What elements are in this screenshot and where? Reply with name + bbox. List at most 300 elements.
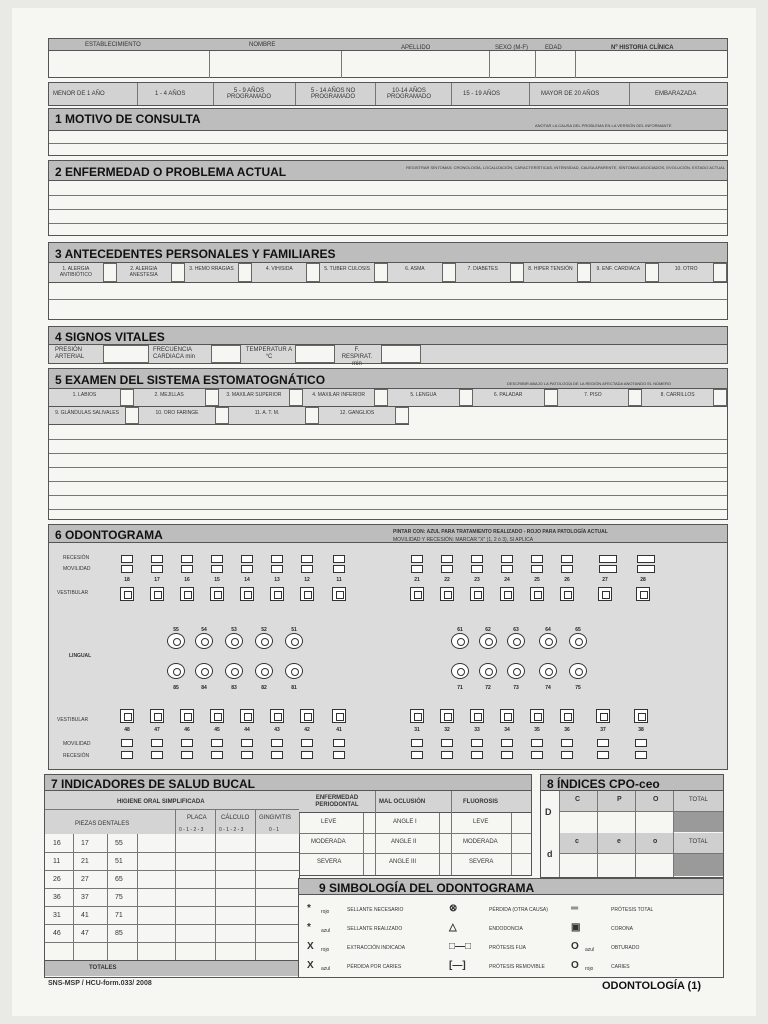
tooth-diagram[interactable] bbox=[410, 587, 424, 601]
antecedente-item: 1. ALERGIA ANTIBIÓTICO bbox=[59, 266, 92, 278]
temp-tooth-diagram[interactable] bbox=[507, 663, 525, 679]
movilidad-box[interactable] bbox=[471, 565, 483, 573]
symbol-label: SELLANTE NECESARIO bbox=[347, 907, 404, 913]
section-indices-cpo bbox=[540, 774, 724, 878]
recesion-box[interactable] bbox=[471, 555, 483, 563]
movilidad-box[interactable] bbox=[441, 739, 453, 747]
tooth-diagram[interactable] bbox=[598, 587, 612, 601]
antecedente-check[interactable] bbox=[645, 263, 659, 282]
tooth-diagram[interactable] bbox=[332, 709, 346, 723]
tooth-diagram[interactable] bbox=[150, 709, 164, 723]
examen-item: 11. A. T. M. bbox=[254, 410, 280, 416]
examen-check[interactable] bbox=[459, 389, 473, 406]
symbol-color: azul bbox=[585, 947, 595, 953]
recesion-box[interactable] bbox=[301, 555, 313, 563]
symbol-glyph: X bbox=[307, 941, 314, 952]
tooth-number: 48 bbox=[124, 727, 130, 733]
temp-tooth-number: 51 bbox=[291, 627, 297, 633]
temp-tooth-number: 82 bbox=[261, 685, 267, 691]
antecedente-check[interactable] bbox=[713, 263, 727, 282]
temp-tooth-diagram[interactable] bbox=[451, 633, 469, 649]
oclusion-header: MAL OCLUSIÓN bbox=[379, 799, 426, 805]
movilidad-box[interactable] bbox=[531, 565, 543, 573]
movilidad-box[interactable] bbox=[561, 565, 573, 573]
temp-tooth-number: 63 bbox=[513, 627, 519, 633]
movilidad-box[interactable] bbox=[441, 565, 453, 573]
label-vestibular-upper: VESTIBULAR bbox=[57, 590, 89, 596]
symbol-label: PRÓTESIS TOTAL bbox=[611, 907, 654, 913]
symbol-glyph: ▣ bbox=[571, 922, 581, 933]
temp-tooth-number: 72 bbox=[485, 685, 491, 691]
tooth-diagram[interactable] bbox=[530, 709, 544, 723]
movilidad-box[interactable] bbox=[271, 565, 283, 573]
tooth-number: 21 bbox=[414, 577, 420, 583]
recesion-box[interactable] bbox=[121, 751, 133, 759]
totales-label: TOTALES bbox=[89, 965, 117, 971]
recesion-box[interactable] bbox=[181, 751, 193, 759]
temp-tooth-number: 61 bbox=[457, 627, 463, 633]
examen-item: 9. GLÁNDULAS SALIVALES bbox=[55, 410, 119, 416]
symbol-glyph: □—□ bbox=[449, 941, 472, 952]
tooth-diagram[interactable] bbox=[636, 587, 650, 601]
examen-check[interactable] bbox=[395, 407, 409, 424]
symbol-label: PÉRDIDA (OTRA CAUSA) bbox=[489, 907, 548, 913]
recesion-box[interactable] bbox=[411, 751, 423, 759]
antecedente-item: 6. ASMA bbox=[405, 266, 425, 272]
tooth-diagram[interactable] bbox=[270, 587, 284, 601]
movilidad-box[interactable] bbox=[121, 565, 133, 573]
section-enfermedad-actual bbox=[48, 160, 728, 236]
fluorosis-severa: SEVERA bbox=[469, 859, 494, 865]
examen-item: 2. MEJILLAS bbox=[154, 392, 184, 398]
temp-tooth-number: 52 bbox=[261, 627, 267, 633]
movilidad-box[interactable] bbox=[151, 565, 163, 573]
recesion-box[interactable] bbox=[151, 555, 163, 563]
tooth-number: 15 bbox=[214, 577, 220, 583]
movilidad-box[interactable] bbox=[301, 565, 313, 573]
examen-row-1 bbox=[49, 389, 727, 407]
recesion-box[interactable] bbox=[531, 555, 543, 563]
examen-check[interactable] bbox=[125, 407, 139, 424]
temp-tooth-number: 85 bbox=[173, 685, 179, 691]
movilidad-box[interactable] bbox=[333, 739, 345, 747]
gingivitis-scale: 0 - 1 bbox=[269, 827, 280, 833]
recesion-box[interactable] bbox=[561, 555, 573, 563]
temp-tooth-number: 74 bbox=[545, 685, 551, 691]
tooth-number: 35 bbox=[534, 727, 540, 733]
recesion-box[interactable] bbox=[241, 555, 253, 563]
movilidad-box[interactable] bbox=[411, 739, 423, 747]
recesion-box[interactable] bbox=[241, 751, 253, 759]
examen-check[interactable] bbox=[544, 389, 558, 406]
examen-item: 3. MAXILAR SUPERIOR bbox=[226, 392, 282, 398]
temp-tooth-diagram[interactable] bbox=[225, 633, 243, 649]
recesion-box[interactable] bbox=[637, 555, 655, 563]
examen-check[interactable] bbox=[628, 389, 642, 406]
label-vestibular-lower: VESTIBULAR bbox=[57, 717, 89, 723]
tooth-diagram[interactable] bbox=[560, 709, 574, 723]
tooth-number: 25 bbox=[534, 577, 540, 583]
examen-check[interactable] bbox=[305, 407, 319, 424]
temp-tooth-number: 81 bbox=[291, 685, 297, 691]
section-4-title: 4 SIGNOS VITALES bbox=[55, 330, 165, 344]
movilidad-box[interactable] bbox=[301, 739, 313, 747]
movilidad-box[interactable] bbox=[411, 565, 423, 573]
angle-iii: ANGLE III bbox=[389, 859, 417, 865]
temp-tooth-diagram[interactable] bbox=[255, 633, 273, 649]
movilidad-box[interactable] bbox=[501, 565, 513, 573]
fluorosis-moderada: MODERADA bbox=[463, 839, 498, 845]
pieza-dental: 51 bbox=[115, 858, 123, 865]
antecedente-check[interactable] bbox=[103, 263, 117, 282]
higiene-table bbox=[44, 834, 300, 978]
tooth-diagram[interactable] bbox=[120, 587, 134, 601]
tooth-number: 18 bbox=[124, 577, 130, 583]
antecedente-check[interactable] bbox=[510, 263, 524, 282]
tooth-diagram[interactable] bbox=[210, 709, 224, 723]
antecedentes-row bbox=[49, 263, 727, 283]
temp-tooth-diagram[interactable] bbox=[285, 663, 303, 679]
symbol-label: EXTRACCIÓN INDICADA bbox=[347, 945, 406, 951]
ceo-c-lower: c bbox=[575, 838, 579, 845]
temp-tooth-diagram[interactable] bbox=[451, 663, 469, 679]
tooth-diagram[interactable] bbox=[500, 709, 514, 723]
movilidad-box[interactable] bbox=[181, 739, 193, 747]
section-odontograma bbox=[48, 524, 728, 770]
recesion-box[interactable] bbox=[211, 751, 223, 759]
age-15-19: 15 - 19 AÑOS bbox=[463, 91, 501, 97]
section-examen-estomatognatico bbox=[48, 368, 728, 520]
grid-line bbox=[45, 870, 299, 871]
pieza-dental: 75 bbox=[115, 894, 123, 901]
placa-scale: 0 - 1 - 2 - 3 bbox=[179, 827, 204, 833]
examen-item: 12. GANGLIOS bbox=[339, 410, 375, 416]
tooth-diagram[interactable] bbox=[300, 587, 314, 601]
symbol-glyph: ═ bbox=[571, 903, 579, 914]
pieza-dental: 36 bbox=[53, 894, 61, 901]
symbol-color: rojo bbox=[321, 947, 330, 953]
temp-tooth-diagram[interactable] bbox=[167, 663, 185, 679]
tooth-number: 36 bbox=[564, 727, 570, 733]
section-5-title: 5 EXAMEN DEL SISTEMA ESTOMATOGNÁTICO bbox=[55, 373, 326, 387]
tooth-diagram[interactable] bbox=[120, 709, 134, 723]
temp-tooth-diagram[interactable] bbox=[225, 663, 243, 679]
movilidad-box[interactable] bbox=[471, 739, 483, 747]
examen-item: 8. CARRILLOS bbox=[660, 392, 695, 398]
recesion-box[interactable] bbox=[181, 555, 193, 563]
totales-row bbox=[45, 960, 299, 976]
index-d: d bbox=[547, 849, 553, 859]
grid-line bbox=[107, 834, 108, 964]
pieza-dental: 27 bbox=[81, 876, 89, 883]
tooth-number: 33 bbox=[474, 727, 480, 733]
col-edad: EDAD bbox=[545, 45, 562, 51]
vital-presion: PRESIÓN ARTERIAL bbox=[55, 347, 85, 360]
section-signos-vitales bbox=[48, 326, 728, 367]
tooth-number: 22 bbox=[444, 577, 450, 583]
col-sexo: SEXO (M-F) bbox=[495, 45, 528, 51]
symbol-glyph: * bbox=[307, 922, 311, 933]
label-movilidad-upper: MOVILIDAD bbox=[63, 566, 91, 572]
examen-check[interactable] bbox=[289, 389, 303, 406]
recesion-box[interactable] bbox=[333, 751, 345, 759]
temp-tooth-number: 65 bbox=[575, 627, 581, 633]
movilidad-box[interactable] bbox=[501, 739, 513, 747]
col-historia: Nº HISTORIA CLÍNICA bbox=[611, 45, 674, 51]
antecedente-item: 4. VIH/SIDA bbox=[265, 266, 293, 272]
tooth-diagram[interactable] bbox=[470, 709, 484, 723]
section-8-title: 8 ÍNDICES CPO-ceo bbox=[547, 777, 660, 791]
temp-tooth-diagram[interactable] bbox=[195, 633, 213, 649]
temp-tooth-diagram[interactable] bbox=[195, 663, 213, 679]
tooth-diagram[interactable] bbox=[440, 709, 454, 723]
recesion-box[interactable] bbox=[635, 751, 647, 759]
section-6-title: 6 ODONTOGRAMA bbox=[55, 528, 163, 542]
antecedente-check[interactable] bbox=[374, 263, 388, 282]
pieza-dental: 21 bbox=[81, 858, 89, 865]
pieza-dental: 71 bbox=[115, 912, 123, 919]
tooth-number: 17 bbox=[154, 577, 160, 583]
symbol-label: PÉRDIDA POR CARIES bbox=[347, 964, 402, 970]
recesion-box[interactable] bbox=[501, 555, 513, 563]
movilidad-box[interactable] bbox=[211, 739, 223, 747]
higiene-oral-header: HIGIENE ORAL SIMPLIFICADA bbox=[117, 799, 205, 805]
recesion-box[interactable] bbox=[271, 555, 283, 563]
tooth-diagram[interactable] bbox=[150, 587, 164, 601]
recesion-box[interactable] bbox=[441, 555, 453, 563]
cpo-p-upper: P bbox=[617, 796, 622, 803]
tooth-diagram[interactable] bbox=[180, 709, 194, 723]
recesion-box[interactable] bbox=[411, 555, 423, 563]
movilidad-box[interactable] bbox=[599, 565, 617, 573]
vital-respiratoria: F. RESPIRAT. min bbox=[341, 347, 373, 367]
piezas-dentales-header: PIEZAS DENTALES bbox=[75, 821, 130, 827]
ceo-e-lower: e bbox=[617, 838, 621, 845]
section-1-note: ANOTAR LA CAUSA DEL PROBLEMA EN LA VERSIÓN DEL INFORMANTE bbox=[535, 123, 672, 128]
index-D: D bbox=[545, 807, 552, 817]
temp-tooth-number: 55 bbox=[173, 627, 179, 633]
temp-tooth-diagram[interactable] bbox=[255, 663, 273, 679]
temp-tooth-number: 73 bbox=[513, 685, 519, 691]
examen-item: 5. LENGUA bbox=[410, 392, 437, 398]
pieza-dental: 17 bbox=[81, 840, 89, 847]
tooth-diagram[interactable] bbox=[530, 587, 544, 601]
tooth-number: 11 bbox=[336, 577, 342, 583]
fluorosis-header: FLUOROSIS bbox=[463, 799, 499, 805]
grid-line bbox=[73, 834, 74, 964]
perio-severa: SEVERA bbox=[317, 859, 342, 865]
form-name: ODONTOLOGÍA (1) bbox=[602, 980, 701, 992]
temp-tooth-diagram[interactable] bbox=[539, 663, 557, 679]
examen-check[interactable] bbox=[120, 389, 134, 406]
tooth-number: 26 bbox=[564, 577, 570, 583]
symbol-glyph: * bbox=[307, 903, 311, 914]
symbol-label: ENDODONCIA bbox=[489, 926, 523, 932]
recesion-box[interactable] bbox=[471, 751, 483, 759]
antecedente-item: 9. ENF. CARDIACA bbox=[596, 266, 641, 272]
recesion-box[interactable] bbox=[599, 555, 617, 563]
tooth-diagram[interactable] bbox=[560, 587, 574, 601]
grid-line bbox=[255, 834, 256, 964]
tooth-diagram[interactable] bbox=[210, 587, 224, 601]
movilidad-box[interactable] bbox=[531, 739, 543, 747]
movilidad-box[interactable] bbox=[271, 739, 283, 747]
recesion-box[interactable] bbox=[561, 751, 573, 759]
symbol-glyph: ⊗ bbox=[449, 903, 458, 914]
pieza-dental: 31 bbox=[53, 912, 61, 919]
label-movilidad-lower: MOVILIDAD bbox=[63, 741, 91, 747]
temp-tooth-number: 64 bbox=[545, 627, 551, 633]
tooth-diagram[interactable] bbox=[332, 587, 346, 601]
tooth-number: 38 bbox=[638, 727, 644, 733]
odontograma-movilidad-note: MOVILIDAD Y RECESIÓN: MARCAR "X" (1, 2 ó 3), SI APLICA bbox=[393, 537, 534, 543]
movilidad-box[interactable] bbox=[121, 739, 133, 747]
tooth-diagram[interactable] bbox=[440, 587, 454, 601]
symbol-glyph: △ bbox=[449, 922, 457, 933]
temp-tooth-diagram[interactable] bbox=[507, 633, 525, 649]
section-3-title: 3 ANTECEDENTES PERSONALES Y FAMILIARES bbox=[55, 247, 336, 261]
symbol-glyph: X bbox=[307, 960, 314, 971]
examen-item: 10. ORO FARINGE bbox=[155, 410, 199, 416]
col-establecimiento: ESTABLECIMIENTO bbox=[85, 42, 141, 48]
movilidad-box[interactable] bbox=[561, 739, 573, 747]
pieza-dental: 85 bbox=[115, 930, 123, 937]
antecedente-check[interactable] bbox=[577, 263, 591, 282]
symbol-color: rojo bbox=[585, 966, 594, 972]
patient-header bbox=[48, 38, 728, 78]
grid-line bbox=[175, 834, 176, 964]
angle-i: ANGLE I bbox=[393, 819, 417, 825]
symbol-color: azul bbox=[321, 928, 331, 934]
tooth-diagram[interactable] bbox=[300, 709, 314, 723]
section-motivo-consulta bbox=[48, 108, 728, 156]
tooth-diagram[interactable] bbox=[410, 709, 424, 723]
recesion-box[interactable] bbox=[271, 751, 283, 759]
movilidad-box[interactable] bbox=[181, 565, 193, 573]
label-lingual: LINGUAL bbox=[69, 653, 92, 659]
movilidad-box[interactable] bbox=[333, 565, 345, 573]
antecedente-check[interactable] bbox=[238, 263, 252, 282]
tooth-number: 14 bbox=[244, 577, 250, 583]
temp-tooth-number: 75 bbox=[575, 685, 581, 691]
recesion-box[interactable] bbox=[121, 555, 133, 563]
tooth-diagram[interactable] bbox=[240, 587, 254, 601]
tooth-diagram[interactable] bbox=[470, 587, 484, 601]
cpo-total-upper: TOTAL bbox=[689, 797, 708, 803]
temp-tooth-diagram[interactable] bbox=[569, 633, 587, 649]
antecedente-item: 7. DIABETES bbox=[467, 266, 498, 272]
symbol-glyph: [—] bbox=[449, 960, 466, 971]
antecedente-item: 3. HEMO RRAGIAS bbox=[189, 266, 234, 272]
section-2-title: 2 ENFERMEDAD O PROBLEMA ACTUAL bbox=[55, 165, 287, 179]
tooth-number: 31 bbox=[414, 727, 420, 733]
recesion-box[interactable] bbox=[597, 751, 609, 759]
examen-check[interactable] bbox=[205, 389, 219, 406]
age-10-14: 10-14 AÑOS PROGRAMADO bbox=[386, 88, 431, 100]
tooth-diagram[interactable] bbox=[270, 709, 284, 723]
grid-line bbox=[45, 906, 299, 907]
temp-tooth-number: 83 bbox=[231, 685, 237, 691]
examen-check[interactable] bbox=[215, 407, 229, 424]
tooth-number: 37 bbox=[600, 727, 606, 733]
movilidad-box[interactable] bbox=[597, 739, 609, 747]
temp-tooth-diagram[interactable] bbox=[479, 663, 497, 679]
recesion-box[interactable] bbox=[441, 751, 453, 759]
age-1-4: 1 - 4 AÑOS bbox=[155, 91, 186, 97]
examen-check[interactable] bbox=[713, 389, 727, 406]
label-recesion-upper: RECESIÓN bbox=[63, 555, 90, 561]
examen-row-2 bbox=[49, 407, 409, 425]
examen-item: 1. LABIOS bbox=[72, 392, 97, 398]
age-5-9: 5 - 9 AÑOS PROGRAMADO bbox=[226, 88, 271, 100]
periodontal-header: ENFERMEDAD PERIODONTAL bbox=[315, 795, 359, 808]
tooth-number: 12 bbox=[304, 577, 310, 583]
antecedente-check[interactable] bbox=[171, 263, 185, 282]
tooth-number: 23 bbox=[474, 577, 480, 583]
recesion-box[interactable] bbox=[531, 751, 543, 759]
grid-line bbox=[45, 942, 299, 943]
recesion-box[interactable] bbox=[301, 751, 313, 759]
recesion-box[interactable] bbox=[151, 751, 163, 759]
movilidad-box[interactable] bbox=[241, 565, 253, 573]
tooth-number: 13 bbox=[274, 577, 280, 583]
temp-tooth-number: 53 bbox=[231, 627, 237, 633]
recesion-box[interactable] bbox=[501, 751, 513, 759]
angle-ii: ANGLE II bbox=[391, 839, 417, 845]
temp-tooth-diagram[interactable] bbox=[569, 663, 587, 679]
pieza-dental: 37 bbox=[81, 894, 89, 901]
temp-tooth-diagram[interactable] bbox=[539, 633, 557, 649]
symbol-label: PRÓTESIS REMOVIBLE bbox=[489, 964, 545, 970]
antecedente-check[interactable] bbox=[306, 263, 320, 282]
temp-tooth-number: 62 bbox=[485, 627, 491, 633]
grid-line bbox=[45, 888, 299, 889]
pieza-dental: 46 bbox=[53, 930, 61, 937]
tooth-diagram[interactable] bbox=[500, 587, 514, 601]
movilidad-box[interactable] bbox=[637, 565, 655, 573]
tooth-number: 28 bbox=[640, 577, 646, 583]
calculo-scale: 0 - 1 - 2 - 3 bbox=[219, 827, 244, 833]
temp-tooth-diagram[interactable] bbox=[479, 633, 497, 649]
movilidad-box[interactable] bbox=[241, 739, 253, 747]
recesion-box[interactable] bbox=[333, 555, 345, 563]
form-code: SNS-MSP / HCU-form.033/ 2008 bbox=[48, 980, 152, 987]
pieza-dental: 41 bbox=[81, 912, 89, 919]
antecedente-check[interactable] bbox=[442, 263, 456, 282]
temp-tooth-diagram[interactable] bbox=[285, 633, 303, 649]
temp-tooth-diagram[interactable] bbox=[167, 633, 185, 649]
tooth-number: 27 bbox=[602, 577, 608, 583]
movilidad-box[interactable] bbox=[211, 565, 223, 573]
recesion-box[interactable] bbox=[211, 555, 223, 563]
grid-line bbox=[45, 924, 299, 925]
examen-check[interactable] bbox=[374, 389, 388, 406]
tooth-diagram[interactable] bbox=[240, 709, 254, 723]
tooth-diagram[interactable] bbox=[596, 709, 610, 723]
tooth-diagram[interactable] bbox=[634, 709, 648, 723]
tooth-number: 47 bbox=[154, 727, 160, 733]
col-nombre: NOMBRE bbox=[249, 42, 276, 48]
movilidad-box[interactable] bbox=[151, 739, 163, 747]
gingivitis-header: GINGIVITIS bbox=[259, 815, 292, 821]
examen-item: 4. MAXILAR INFERIOR bbox=[312, 392, 366, 398]
movilidad-box[interactable] bbox=[635, 739, 647, 747]
form-page bbox=[12, 8, 756, 1016]
tooth-diagram[interactable] bbox=[180, 587, 194, 601]
symbol-label: CORONA bbox=[611, 926, 633, 932]
antecedente-item: 2. ALERGIA ANESTESIA bbox=[129, 266, 158, 278]
fluorosis-leve: LEVE bbox=[473, 819, 489, 825]
